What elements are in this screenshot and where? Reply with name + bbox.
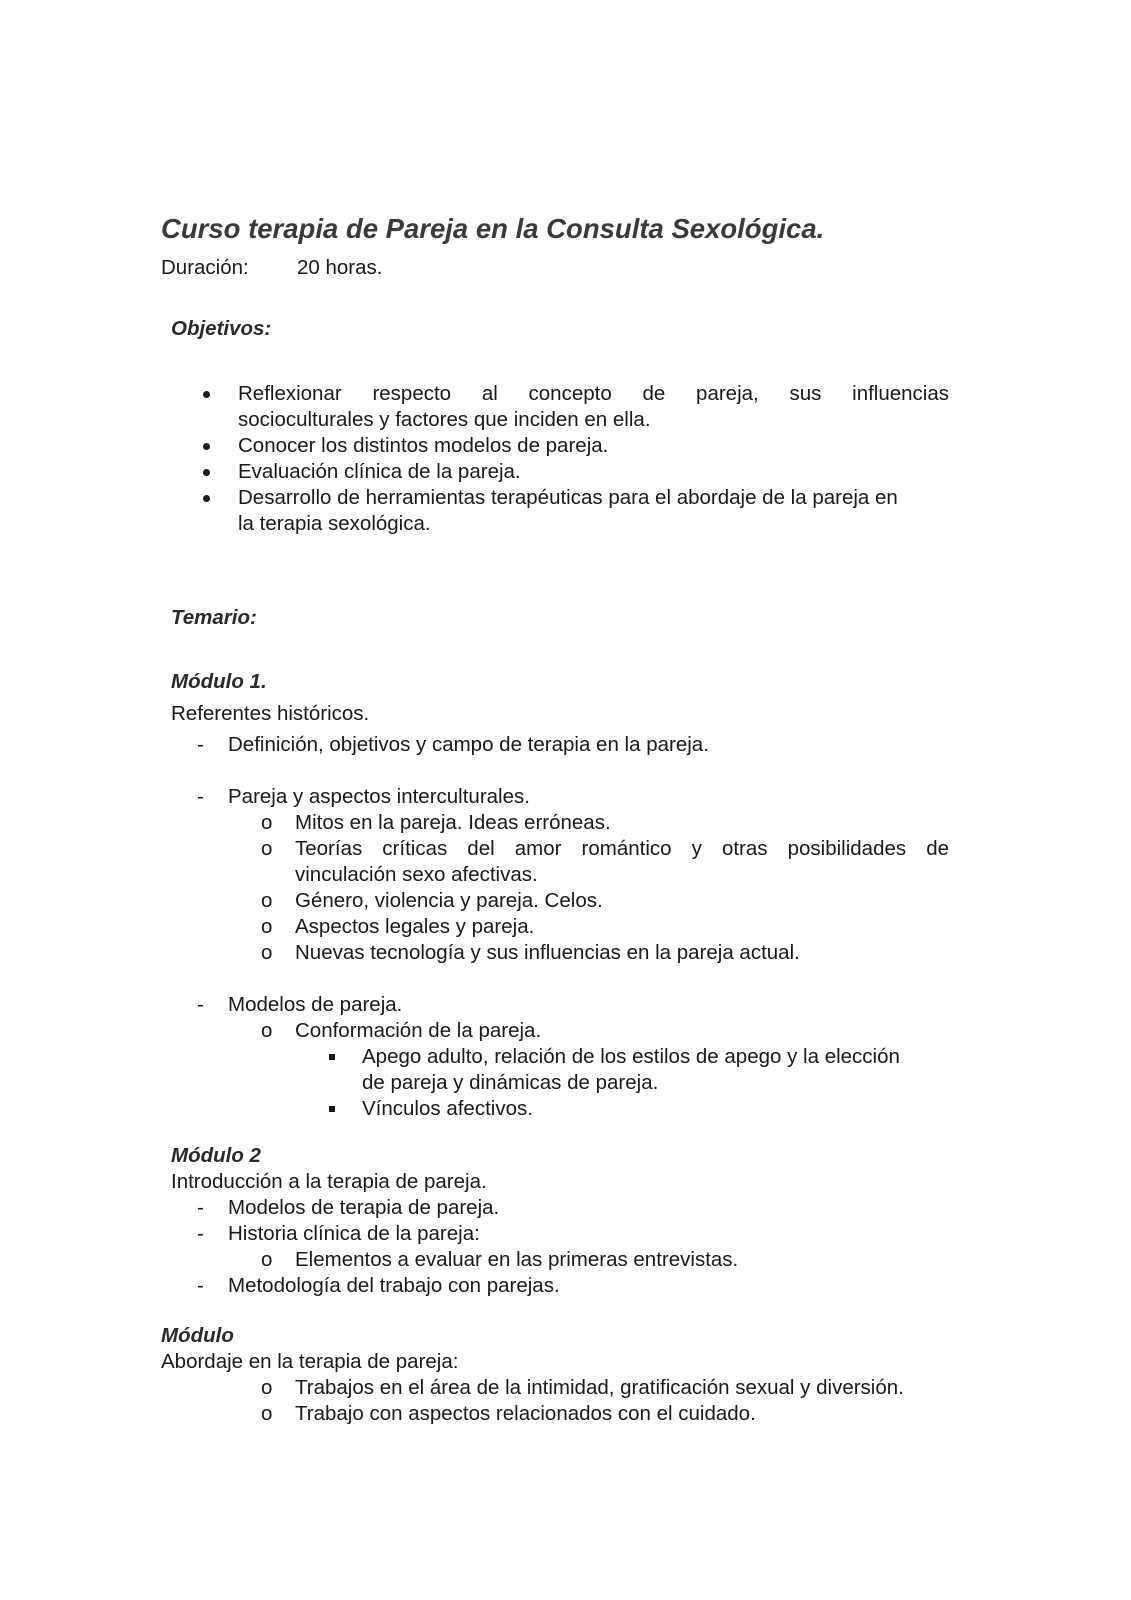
list-item-text: Pareja y aspectos interculturales. (228, 785, 530, 808)
spacer (0, 758, 1131, 784)
objective-text: Reflexionar respecto al concepto de pareja, sus influencias (238, 382, 949, 405)
sub-item-continued (0, 862, 1131, 888)
list-item-text: Modelos de terapia de pareja. (228, 1196, 500, 1219)
list-item (0, 1273, 1131, 1299)
square-bullet-icon (329, 1106, 335, 1112)
dash-marker: - (197, 733, 204, 756)
dash-marker: - (197, 1222, 204, 1245)
objective-item (0, 459, 1131, 485)
syllabus-heading: Temario: (171, 606, 257, 629)
sub-item-text: Trabajos en el área de la intimidad, gratificación sexual y diversión. (295, 1376, 904, 1399)
sub-sub-item-text: de pareja y dinámicas de pareja. (362, 1071, 659, 1094)
circle-marker: o (261, 1376, 273, 1399)
sub-item (0, 1401, 1131, 1427)
circle-marker: o (261, 889, 273, 912)
objective-text: Evaluación clínica de la pareja. (238, 460, 521, 483)
square-bullet-icon (329, 1054, 335, 1060)
list-item-text: Modelos de pareja. (228, 993, 403, 1016)
dash-marker: - (197, 785, 204, 808)
sub-item (0, 940, 1131, 966)
circle-marker: o (261, 915, 273, 938)
module-3-subtitle-row (0, 1349, 1131, 1375)
spacer (0, 966, 1131, 992)
objective-text: socioculturales y factores que inciden en ella. (238, 408, 651, 431)
list-item (0, 784, 1131, 810)
objective-item-continued (0, 407, 1131, 433)
sub-item-text: Trabajo con aspectos relacionados con el cuidado. (295, 1402, 756, 1425)
page-title: Curso terapia de Pareja en la Consulta Sexológica. (161, 213, 825, 244)
module-3-subtitle: Abordaje en la terapia de pareja: (161, 1350, 459, 1373)
objectives-list (0, 381, 1131, 537)
dash-marker: - (197, 1196, 204, 1219)
objective-text: Conocer los distintos modelos de pareja. (238, 434, 609, 457)
duration-value: 20 horas. (297, 256, 383, 279)
sub-item-text: vinculación sexo afectivas. (295, 863, 538, 886)
circle-marker: o (261, 1019, 273, 1042)
sub-item (0, 1018, 1131, 1044)
objective-item-continued (0, 511, 1131, 537)
list-item-text: Definición, objetivos y campo de terapia en la pareja. (228, 733, 709, 756)
sub-item (0, 836, 1131, 862)
list-item-text: Metodología del trabajo con parejas. (228, 1274, 560, 1297)
bullet-icon (203, 495, 210, 502)
module-3-list (0, 1349, 1131, 1427)
list-item (0, 992, 1131, 1018)
bullet-icon (203, 469, 210, 476)
module-2-list (0, 1169, 1131, 1299)
objective-item (0, 485, 1131, 511)
sub-sub-item-text: Vínculos afectivos. (362, 1097, 533, 1120)
sub-sub-item-text: Apego adulto, relación de los estilos de apego y la elección (362, 1045, 900, 1068)
circle-marker: o (261, 1248, 273, 1271)
sub-item-text: Mitos en la pareja. Ideas erróneas. (295, 811, 611, 834)
circle-marker: o (261, 837, 273, 860)
list-item (0, 1195, 1131, 1221)
list-item (0, 732, 1131, 758)
objective-text: la terapia sexológica. (238, 512, 431, 535)
circle-marker: o (261, 811, 273, 834)
sub-item (0, 1247, 1131, 1273)
circle-marker: o (261, 941, 273, 964)
list-item (0, 1221, 1131, 1247)
sub-item (0, 810, 1131, 836)
list-item-text: Historia clínica de la pareja: (228, 1222, 480, 1245)
module-1-heading: Módulo 1. (171, 670, 267, 693)
sub-item-text: Nuevas tecnología y sus influencias en la pareja actual. (295, 941, 800, 964)
dash-marker: - (197, 993, 204, 1016)
bullet-icon (203, 391, 210, 398)
module-3-heading: Módulo (161, 1324, 234, 1347)
module-2-subtitle-row (0, 1169, 1131, 1195)
sub-item (0, 888, 1131, 914)
objective-item (0, 381, 1131, 407)
sub-sub-item-continued (0, 1070, 1131, 1096)
circle-marker: o (261, 1402, 273, 1425)
module-2-subtitle: Introducción a la terapia de pareja. (171, 1170, 487, 1193)
dash-marker: - (197, 1274, 204, 1297)
sub-item (0, 914, 1131, 940)
sub-item (0, 1375, 1131, 1401)
objective-item (0, 433, 1131, 459)
sub-item-text: Género, violencia y pareja. Celos. (295, 889, 603, 912)
module-2-heading: Módulo 2 (171, 1144, 261, 1167)
sub-item-text: Conformación de la pareja. (295, 1019, 542, 1042)
sub-item-text: Elementos a evaluar en las primeras entrevistas. (295, 1248, 739, 1271)
duration-label: Duración: (161, 256, 249, 279)
sub-sub-item (0, 1096, 1131, 1122)
sub-item-text: Aspectos legales y pareja. (295, 915, 535, 938)
objective-text: Desarrollo de herramientas terapéuticas para el abordaje de la pareja en (238, 486, 898, 509)
module-1-subtitle: Referentes históricos. (171, 702, 370, 725)
objectives-heading: Objetivos: (171, 317, 272, 340)
sub-item-text: Teorías críticas del amor romántico y otras posibilidades de (295, 837, 949, 860)
module-1-list (0, 732, 1131, 1122)
sub-sub-item (0, 1044, 1131, 1070)
bullet-icon (203, 443, 210, 450)
